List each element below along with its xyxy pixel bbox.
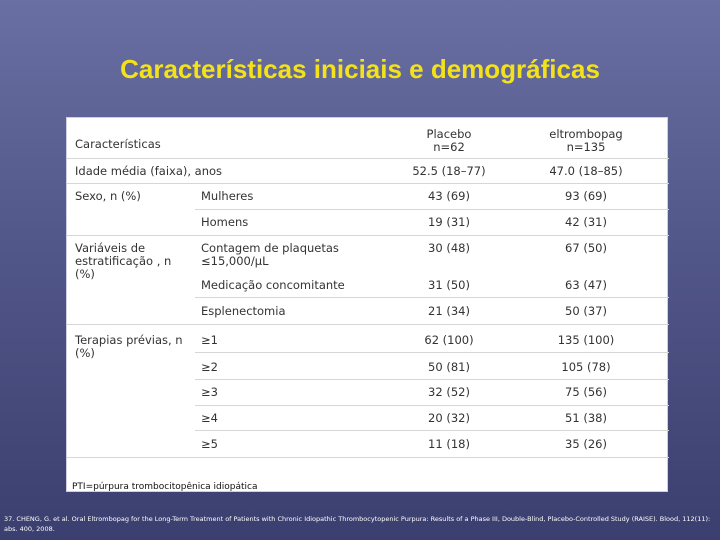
header-eltrombopag-label: eltrombopag (549, 127, 623, 141)
header-placebo-n: n=62 (433, 140, 465, 154)
header-placebo-label: Placebo (426, 127, 472, 141)
prior-therapies-row-placebo: 50 (81) (428, 360, 470, 374)
stratification-label (75, 242, 171, 281)
stratification-row-placebo: 30 (48) (428, 241, 470, 255)
header-eltrombopag-n: n=135 (566, 140, 606, 154)
footnote: PTI=púrpura trombocitopênica idiopática (72, 482, 258, 492)
stratification-row-label: Esplenectomia (201, 304, 286, 318)
divider (195, 379, 669, 380)
prior-therapies-row-label: ≥1 (201, 333, 218, 347)
stratification-row-label-line: Contagem de plaquetas (201, 241, 339, 255)
prior-therapies-row-placebo: 62 (100) (424, 333, 474, 347)
sex-label: Sexo, n (%) (75, 189, 141, 203)
prior-therapies-row-eltrombopag: 75 (56) (565, 385, 607, 399)
sex-row-eltrombopag: 42 (31) (565, 215, 607, 229)
age-eltrombopag: 47.0 (18–85) (549, 164, 623, 178)
stratification-row-label: Medicação concomitante (201, 278, 345, 292)
divider (67, 158, 669, 159)
prior-therapies-row-label: ≥4 (201, 411, 218, 425)
divider (195, 297, 669, 298)
prior-therapies-row-placebo: 32 (52) (428, 385, 470, 399)
divider (195, 209, 669, 210)
divider (67, 235, 669, 236)
prior-therapies-row-placebo: 11 (18) (428, 437, 470, 451)
sex-row-label: Mulheres (201, 189, 254, 203)
prior-therapies-row-label: ≥2 (201, 360, 218, 374)
sex-row-placebo: 43 (69) (428, 189, 470, 203)
divider (195, 405, 669, 406)
header-eltrombopag (521, 128, 651, 154)
divider (195, 352, 669, 353)
prior-therapies-row-label: ≥5 (201, 437, 218, 451)
age-placebo: 52.5 (18–77) (412, 164, 486, 178)
prior-therapies-label (75, 334, 183, 360)
sex-row-eltrombopag: 93 (69) (565, 189, 607, 203)
stratification-label-line: estratificação , n (75, 254, 172, 268)
age-label: Idade média (faixa), anos (75, 164, 223, 178)
prior-therapies-row-eltrombopag: 35 (26) (565, 437, 607, 451)
prior-therapies-row-eltrombopag: 135 (100) (557, 333, 615, 347)
page-title: Características iniciais e demográficas (120, 54, 600, 84)
stratification-row-eltrombopag: 67 (50) (565, 241, 607, 255)
prior-therapies-row-placebo: 20 (32) (428, 411, 470, 425)
stratification-label-line: Variáveis de (75, 241, 146, 255)
divider (195, 430, 669, 431)
stratification-row-placebo: 31 (50) (428, 278, 470, 292)
prior-therapies-row-eltrombopag: 105 (78) (561, 360, 611, 374)
demographics-table (66, 117, 668, 492)
stratification-row-placebo: 21 (34) (428, 304, 470, 318)
prior-therapies-row-label: ≥3 (201, 385, 218, 399)
prior-therapies-label-line: (%) (75, 346, 95, 360)
prior-therapies-row-eltrombopag: 51 (38) (565, 411, 607, 425)
header-placebo (389, 128, 509, 154)
stratification-row-eltrombopag: 50 (37) (565, 304, 607, 318)
divider (67, 324, 669, 325)
divider (67, 183, 669, 184)
sex-row-label: Homens (201, 215, 249, 229)
sex-row-placebo: 19 (31) (428, 215, 470, 229)
stratification-label-line: (%) (75, 267, 95, 281)
stratification-row-eltrombopag: 63 (47) (565, 278, 607, 292)
stratification-row-label (201, 242, 339, 268)
reference-citation: 37. CHENG, G. et al. Oral Eltrombopag for the Long-Term Treatment of Patients with Chronic Idiopathic Thrombocytopenic Purpura: Results of a Phase III, Double-Blind, Placebo-Controlled Study (RAISE). Blood, 112(11): abs. 400, 2008. (4, 515, 711, 533)
divider (67, 457, 669, 458)
prior-therapies-label-line: Terapias prévias, n (75, 333, 183, 347)
stratification-row-label-line: ≤15,000/µL (201, 254, 269, 268)
header-characteristics: Características (75, 137, 161, 151)
